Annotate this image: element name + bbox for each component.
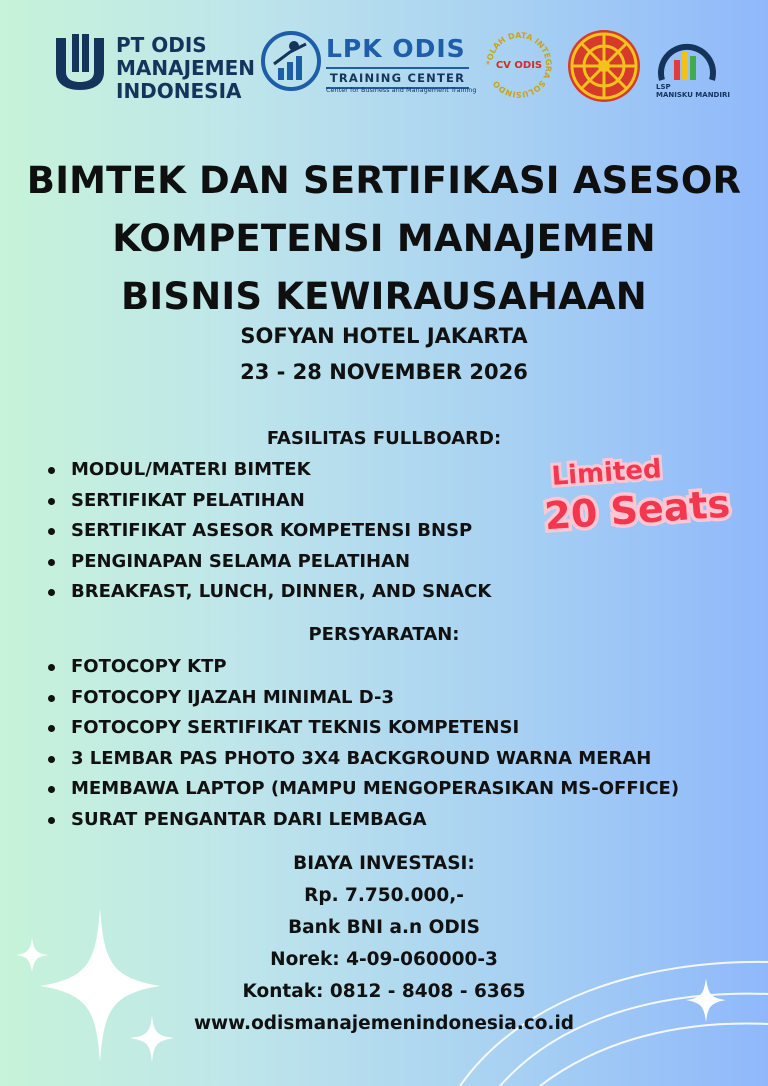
title-line-2: KOMPETENSI MANAJEMEN	[112, 217, 656, 260]
investment-heading: BIAYA INVESTASI:	[293, 853, 475, 874]
list-item: FOTOCOPY SERTIFIKAT TEKNIS KOMPETENSI	[48, 713, 679, 744]
cv-odis-logo-icon	[482, 28, 556, 102]
list-item: PENGINAPAN SELAMA PELATIHAN	[48, 547, 491, 578]
event-venue: SOFYAN HOTEL JAKARTA	[240, 324, 528, 348]
list-item: FOTOCOPY IJAZAH MINIMAL D-3	[48, 683, 679, 714]
lpk-subtitle: TRAINING CENTER	[326, 67, 469, 89]
list-item: MODUL/MATERI BIMTEK	[48, 455, 491, 486]
lsp-name: LSP MANISKU MANDIRI	[656, 83, 730, 99]
lpk-title: LPK ODIS	[326, 34, 466, 63]
lpk-tagline: Center for Business and Management Training	[326, 86, 477, 94]
list-item: SURAT PENGANTAR DARI LEMBAGA	[48, 805, 679, 836]
list-item: MEMBAWA LAPTOP (MAMPU MENGOPERASIKAN MS-OFFICE)	[48, 774, 679, 805]
investment-info	[0, 848, 768, 1040]
bank-info: Bank BNI a.n ODIS	[288, 917, 480, 938]
svg-text:Limited: Limited	[550, 454, 663, 492]
contact-number: Kontak: 0812 - 8408 - 6365	[242, 981, 526, 1002]
persyaratan-list	[48, 652, 679, 835]
list-item: SERTIFIKAT PELATIHAN	[48, 486, 491, 517]
event-info	[0, 318, 768, 390]
lsp-logo-icon	[656, 32, 718, 82]
website-link[interactable]: www.odismanajemenindonesia.co.id	[193, 1013, 575, 1034]
svg-text:CV ODIS: CV ODIS	[495, 60, 543, 71]
svg-text:*OLAH DATA INTEGRA SOLUSINDO: *OLAH DATA INTEGRA SOLUSINDO	[484, 30, 554, 100]
title-line-3: BISNIS KEWIRAUSAHAAN	[121, 275, 647, 318]
page-title	[0, 152, 768, 326]
odis-logo-icon	[54, 32, 106, 90]
investment-price: Rp. 7.750.000,-	[304, 885, 464, 906]
persyaratan-heading: PERSYARATAN:	[308, 624, 460, 645]
fasilitas-heading: FASILITAS FULLBOARD:	[266, 428, 502, 449]
lpk-logo-icon	[260, 30, 322, 92]
logo-header	[0, 28, 768, 108]
limited-seats-badge	[536, 445, 736, 540]
title-line-1: BIMTEK DAN SERTIFIKASI ASESOR	[26, 159, 742, 202]
fasilitas-list	[48, 455, 491, 608]
list-item: 3 LEMBAR PAS PHOTO 3X4 BACKGROUND WARNA MERAH	[48, 744, 679, 775]
list-item: FOTOCOPY KTP	[48, 652, 679, 683]
account-number: Norek: 4-09-060000-3	[270, 949, 498, 970]
list-item: BREAKFAST, LUNCH, DINNER, AND SNACK	[48, 577, 491, 608]
event-date: 23 - 28 NOVEMBER 2026	[240, 360, 528, 384]
svg-text:20 Seats: 20 Seats	[543, 481, 732, 539]
list-item: SERTIFIKAT ASESOR KOMPETENSI BNSP	[48, 516, 491, 547]
emblem-logo-icon	[566, 28, 642, 104]
odis-company-name: PT ODIS MANAJEMEN INDONESIA	[116, 33, 256, 103]
